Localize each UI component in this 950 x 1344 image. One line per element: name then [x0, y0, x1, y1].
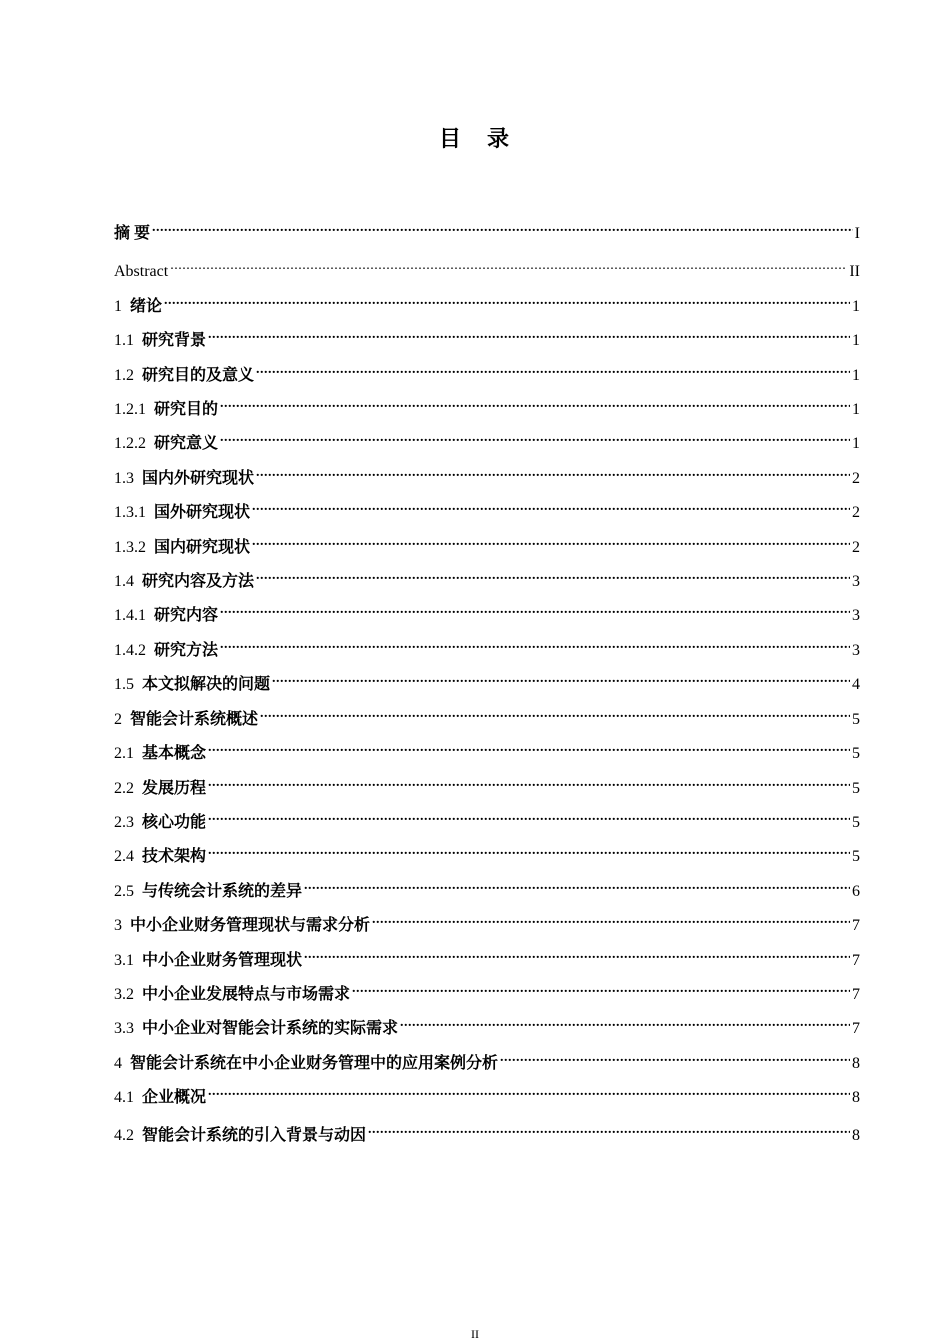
toc-entry-page: 7 — [852, 917, 860, 934]
toc-dot-leader — [208, 734, 850, 758]
toc-entry-page: 3 — [852, 642, 860, 659]
toc-entry-page: 8 — [852, 1055, 860, 1072]
toc-entry-page: I — [854, 225, 860, 242]
toc-entry-page: 8 — [852, 1127, 860, 1144]
toc-entry-number: 3.2 — [114, 986, 134, 1003]
toc-entry-label — [114, 708, 258, 732]
toc-entry-text: Abstract — [114, 263, 169, 280]
toc-entry[interactable] — [114, 803, 860, 831]
toc-entry-page: 5 — [852, 814, 860, 831]
toc-entry-page: 7 — [852, 986, 860, 1003]
toc-entry-number: 2 — [114, 711, 122, 728]
toc-entry-label — [114, 329, 206, 353]
toc-entry-page: 2 — [852, 539, 860, 556]
toc-dot-leader — [304, 941, 850, 965]
toc-entry-label — [114, 570, 254, 594]
toc-entry-label — [114, 1124, 366, 1148]
toc-entry-page: 3 — [852, 607, 860, 624]
toc-entry[interactable] — [114, 975, 860, 1003]
toc-entry-page: 5 — [852, 711, 860, 728]
toc-dot-leader — [220, 424, 850, 448]
toc-entry-page: 5 — [852, 780, 860, 797]
toc-entry-label — [114, 364, 254, 388]
toc-entry-number: 1.2 — [114, 367, 134, 384]
toc-entry-number: 2.2 — [114, 780, 134, 797]
toc-dot-leader — [252, 493, 850, 517]
toc-entry-page: 1 — [852, 367, 860, 384]
toc-dot-leader — [400, 1009, 850, 1033]
toc-entry[interactable] — [114, 872, 860, 900]
toc-entry-label — [114, 880, 302, 904]
toc-dot-leader — [220, 631, 850, 655]
toc-entry-page: 8 — [852, 1089, 860, 1106]
toc-entry[interactable] — [114, 214, 860, 242]
toc-entry[interactable] — [114, 665, 860, 693]
toc-entry-page: 4 — [852, 676, 860, 693]
toc-entry-number: 2.5 — [114, 883, 134, 900]
toc-entry[interactable] — [114, 493, 860, 521]
toc-entry-label — [114, 1052, 498, 1076]
toc-entry-label — [114, 983, 350, 1007]
toc-entry-label — [114, 467, 254, 491]
toc-dot-leader — [372, 906, 850, 930]
toc-dot-leader — [272, 665, 850, 689]
toc-entry-number: 1.2.2 — [114, 435, 146, 452]
toc-entry-number: 1.3 — [114, 470, 134, 487]
toc-entry[interactable] — [114, 734, 860, 762]
toc-entry-text: 国内研究现状 — [154, 539, 251, 556]
toc-entry-number: 1.5 — [114, 676, 134, 693]
toc-entry-text: 中小企业对智能会计系统的实际需求 — [142, 1020, 399, 1037]
toc-entry-text: 智能会计系统概述 — [130, 711, 259, 728]
toc-dot-leader — [152, 214, 853, 238]
toc-entry[interactable] — [114, 562, 860, 590]
toc-entry-label — [114, 673, 270, 697]
toc-entry-page: 1 — [852, 298, 860, 315]
toc-entry[interactable] — [114, 1116, 860, 1144]
toc-entry-text: 国外研究现状 — [154, 504, 251, 521]
toc-entry-text: 研究方法 — [154, 642, 219, 659]
toc-entry[interactable] — [114, 1078, 860, 1106]
toc-entry[interactable] — [114, 1009, 860, 1037]
toc-entry-label — [114, 260, 168, 284]
toc-entry-label — [114, 398, 218, 422]
toc-entry-text: 研究目的及意义 — [142, 367, 255, 384]
toc-entry[interactable] — [114, 321, 860, 349]
toc-entry-number: 2.1 — [114, 745, 134, 762]
toc-entry-text: 核心功能 — [142, 814, 207, 831]
toc-dot-leader — [220, 596, 850, 620]
toc-entry-page: 1 — [852, 401, 860, 418]
toc-entry-page: 2 — [852, 470, 860, 487]
toc-entry-number: 2.4 — [114, 848, 134, 865]
toc-entry-number: 4.2 — [114, 1127, 134, 1144]
toc-dot-leader — [208, 321, 850, 345]
toc-entry-label — [114, 222, 150, 246]
toc-entry[interactable] — [114, 769, 860, 797]
page-number-footer: II — [471, 1327, 479, 1341]
toc-entry-label — [114, 914, 370, 938]
toc-entry-text: 研究内容 — [154, 607, 219, 624]
toc-entry-text: 技术架构 — [142, 848, 207, 865]
toc-entry-page: 3 — [852, 573, 860, 590]
toc-entry[interactable] — [114, 631, 860, 659]
toc-entry-text: 发展历程 — [142, 780, 207, 797]
toc-entry-label — [114, 295, 162, 319]
toc-entry-page: II — [849, 263, 860, 280]
toc-entry-label — [114, 1086, 206, 1110]
toc-dot-leader — [164, 287, 850, 311]
toc-dot-leader — [352, 975, 850, 999]
toc-dot-leader — [368, 1116, 850, 1140]
toc-entry-label — [114, 949, 302, 973]
toc-entry-number: 1.2.1 — [114, 401, 146, 418]
toc-dot-leader — [208, 769, 850, 793]
toc-entry-number: 1 — [114, 298, 122, 315]
toc-dot-leader — [208, 1078, 850, 1102]
toc-entry-number: 3.3 — [114, 1020, 134, 1037]
toc-entry[interactable] — [114, 837, 860, 865]
toc-entry-number: 4.1 — [114, 1089, 134, 1106]
toc-entry-number: 1.4.2 — [114, 642, 146, 659]
toc-entry[interactable] — [114, 906, 860, 934]
toc-entry-number: 1.4 — [114, 573, 134, 590]
toc-dot-leader — [256, 562, 850, 586]
toc-entry-number: 2.3 — [114, 814, 134, 831]
toc-entry-page: 5 — [852, 745, 860, 762]
toc-entry-page: 7 — [852, 1020, 860, 1037]
toc-dot-leader — [304, 872, 850, 896]
toc-entry-number: 3 — [114, 917, 122, 934]
toc-entry[interactable] — [114, 356, 860, 384]
toc-entry-label — [114, 845, 206, 869]
toc-title: 目 录 — [438, 127, 511, 152]
toc-entry-text: 研究意义 — [154, 435, 219, 452]
toc-entry-text: 研究背景 — [142, 332, 207, 349]
toc-entry[interactable] — [114, 700, 860, 728]
toc-dot-leader — [220, 390, 850, 414]
toc-entry-number: 1.4.1 — [114, 607, 146, 624]
toc-dot-leader — [208, 837, 850, 861]
toc-entry[interactable] — [114, 596, 860, 624]
toc-entry-label — [114, 639, 218, 663]
toc-entry-text: 中小企业财务管理现状 — [142, 952, 303, 969]
toc-entry[interactable] — [114, 252, 860, 280]
toc-entry[interactable] — [114, 1044, 860, 1072]
toc-entry-page: 1 — [852, 435, 860, 452]
toc-entry-page: 6 — [852, 883, 860, 900]
toc-entry-number: 4 — [114, 1055, 122, 1072]
toc-entry-label — [114, 811, 206, 835]
toc-entry-number: 3.1 — [114, 952, 134, 969]
toc-entry[interactable] — [114, 459, 860, 487]
toc-entry-text: 研究内容及方法 — [142, 573, 255, 590]
toc-entry-text: 本文拟解决的问题 — [142, 676, 271, 693]
toc-entry-text: 与传统会计系统的差异 — [142, 883, 303, 900]
toc-entry[interactable] — [114, 528, 860, 556]
toc-entry-label — [114, 536, 250, 560]
toc-entry-text: 中小企业发展特点与市场需求 — [142, 986, 351, 1003]
toc-entry-page: 1 — [852, 332, 860, 349]
toc-entry-text: 绪论 — [130, 298, 163, 315]
toc-entry-text: 摘 要 — [114, 225, 151, 242]
toc-entry-text: 中小企业财务管理现状与需求分析 — [130, 917, 371, 934]
toc-dot-leader — [260, 700, 850, 724]
toc-entry-text: 智能会计系统在中小企业财务管理中的应用案例分析 — [130, 1055, 499, 1072]
toc-dot-leader — [170, 252, 847, 276]
toc-entry[interactable] — [114, 424, 860, 452]
toc-dot-leader — [500, 1044, 850, 1068]
toc-entry-label — [114, 777, 206, 801]
toc-entry-number: 1.3.2 — [114, 539, 146, 556]
toc-entry-text: 国内外研究现状 — [142, 470, 255, 487]
toc-dot-leader — [256, 459, 850, 483]
toc-dot-leader — [256, 356, 850, 380]
toc-entry-number: 1.1 — [114, 332, 134, 349]
toc-dot-leader — [252, 528, 850, 552]
toc-entry-page: 7 — [852, 952, 860, 969]
toc-entry-text: 企业概况 — [142, 1089, 207, 1106]
toc-entry-label — [114, 432, 218, 456]
toc-entry-label — [114, 604, 218, 628]
toc-entry-page: 2 — [852, 504, 860, 521]
toc-entry-label — [114, 1017, 398, 1041]
toc-entry-number: 1.3.1 — [114, 504, 146, 521]
toc-entry-page: 5 — [852, 848, 860, 865]
toc-entry[interactable] — [114, 941, 860, 969]
toc-entry-text: 智能会计系统的引入背景与动因 — [142, 1127, 367, 1144]
toc-entry-label — [114, 501, 250, 525]
toc-entry-text: 基本概念 — [142, 745, 207, 762]
toc-entry-text: 研究目的 — [154, 401, 219, 418]
toc-entry[interactable] — [114, 287, 860, 315]
toc-dot-leader — [208, 803, 850, 827]
toc-entry-label — [114, 742, 206, 766]
toc-entry[interactable] — [114, 390, 860, 418]
